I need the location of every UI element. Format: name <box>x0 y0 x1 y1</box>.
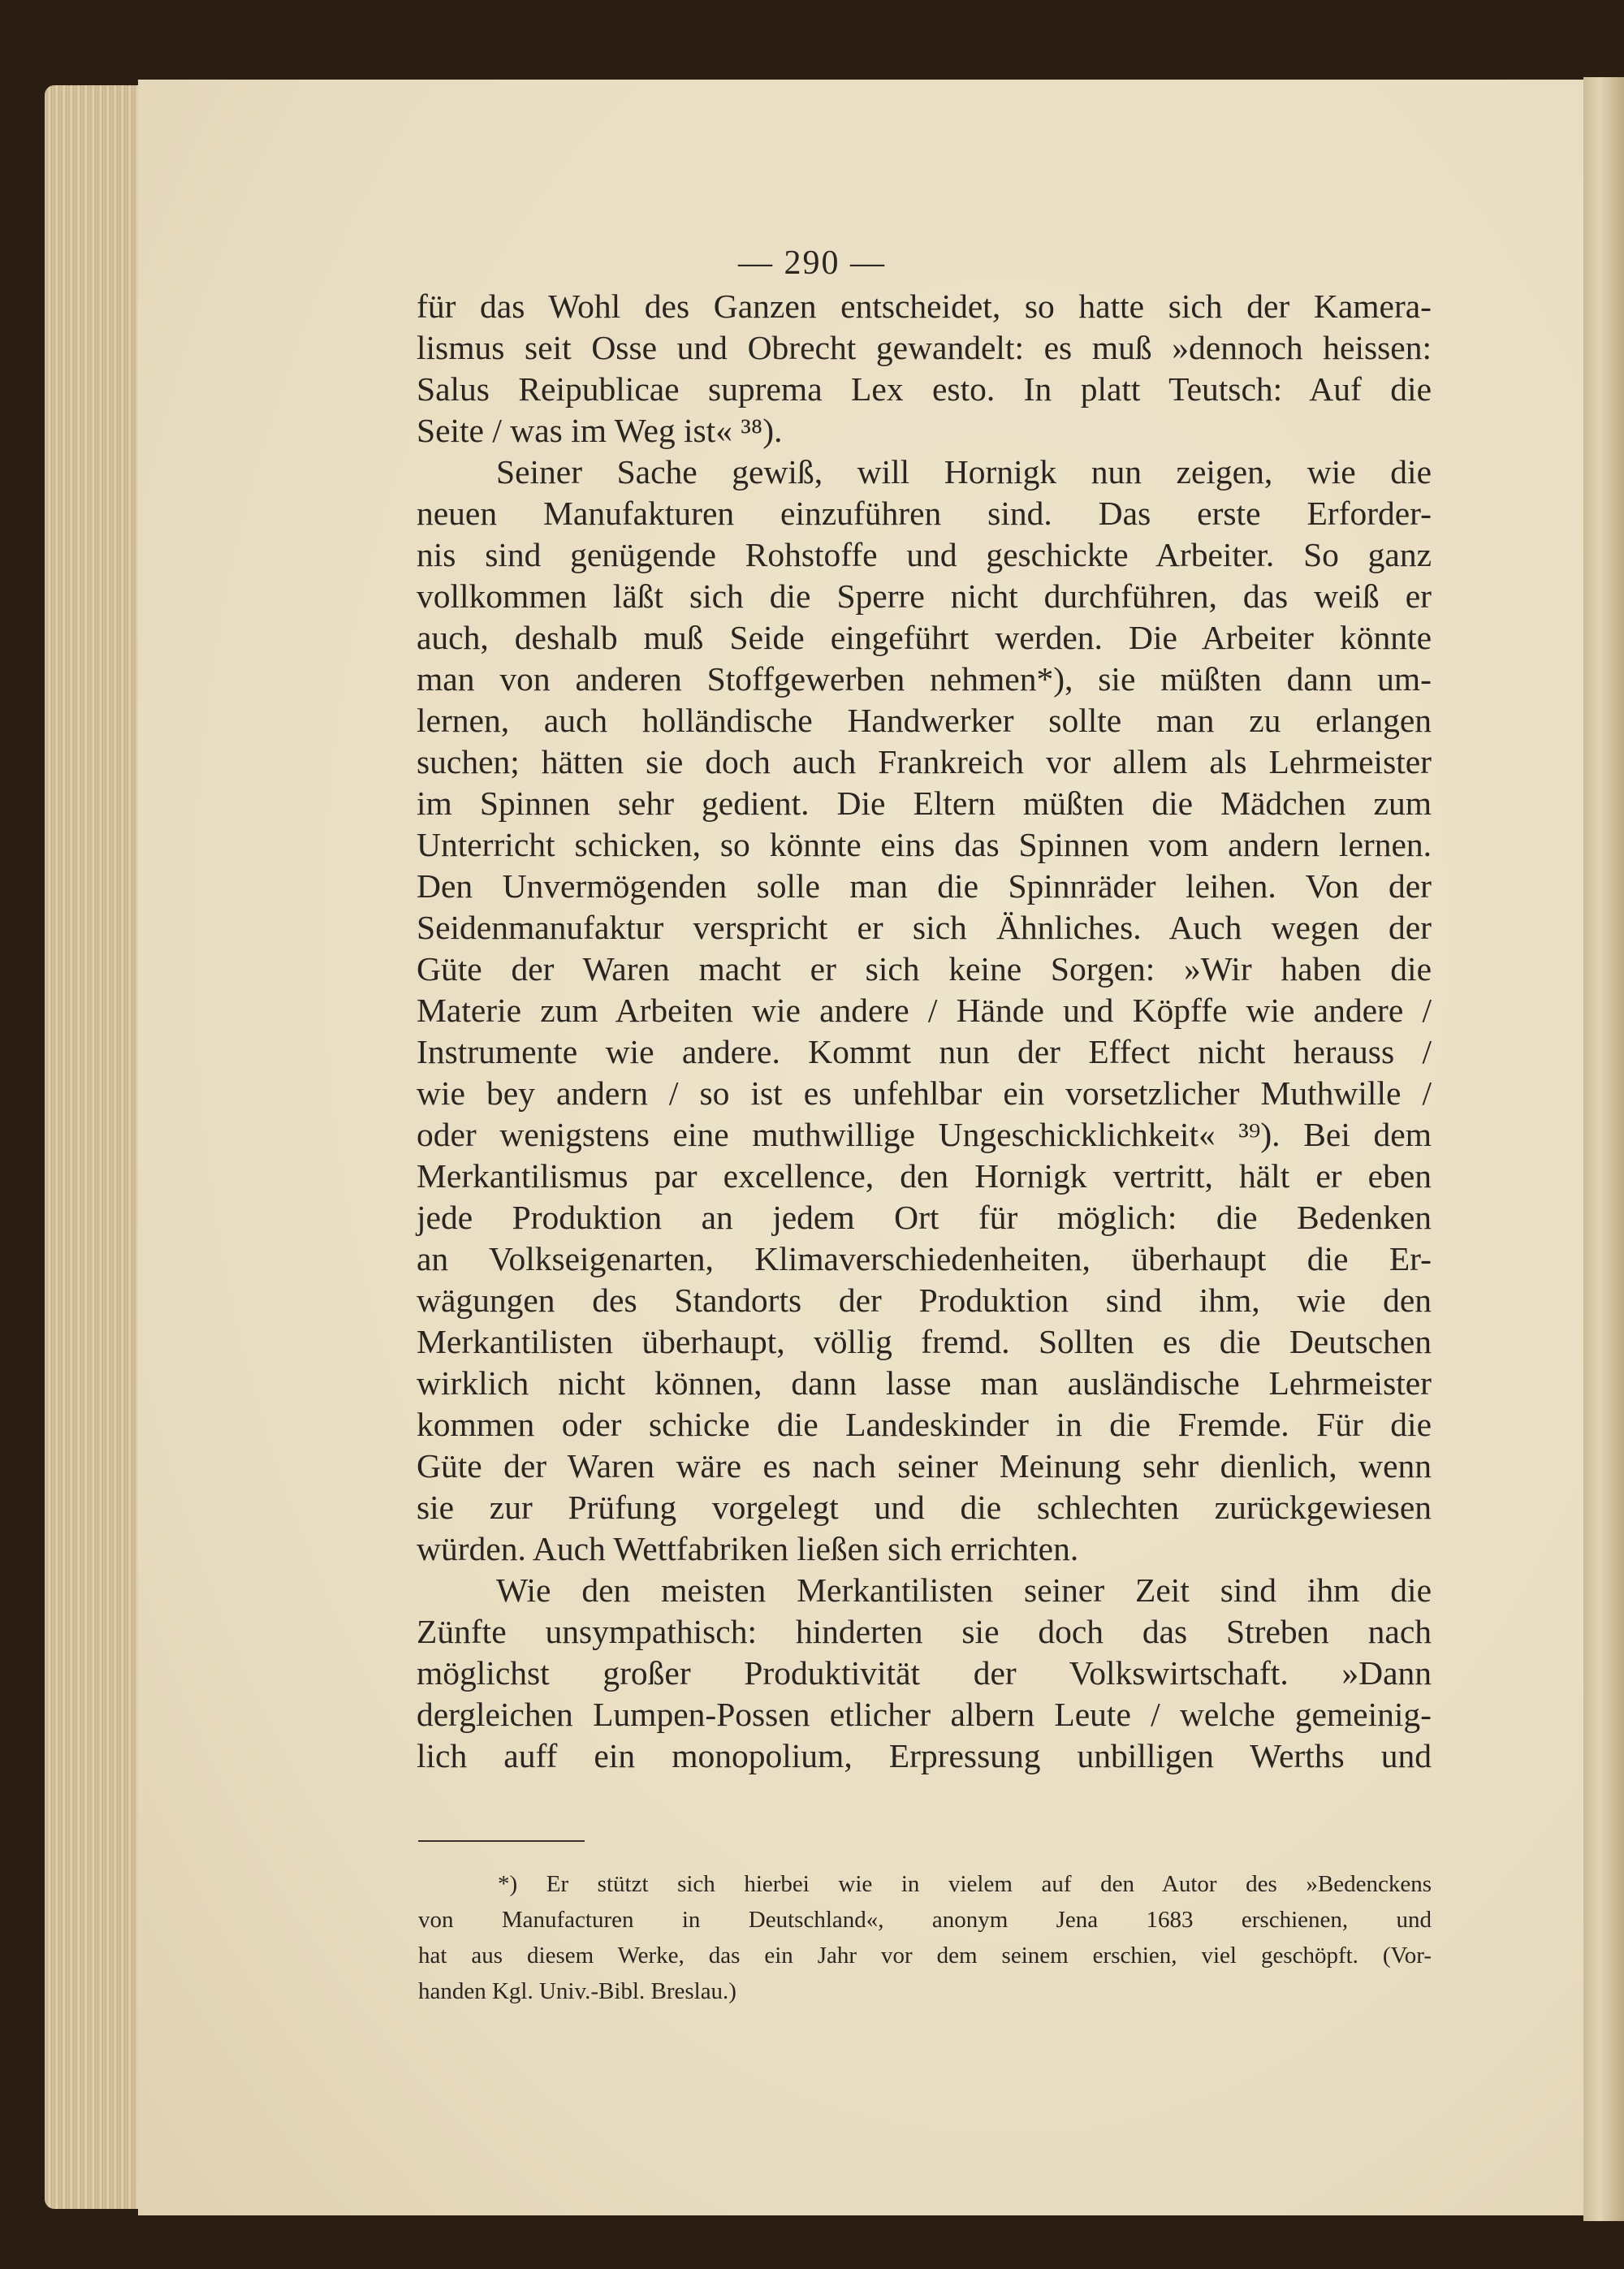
text-line: würden. Auch Wettfabriken ließen sich errichten. <box>417 1530 1079 1567</box>
text-line: auch, deshalb muß Seide eingeführt werden. Die Arbeiter könnte <box>417 619 1432 656</box>
text-line: kommen oder schicke die Landeskinder in die Fremde. Für die <box>417 1406 1432 1443</box>
text-line: im Spinnen sehr gedient. Die Eltern müßten die Mädchen zum <box>417 784 1432 822</box>
text-line: Merkantilismus par excellence, den Hornigk vertritt, hält er eben <box>417 1157 1432 1195</box>
footnote-divider <box>418 1840 585 1842</box>
text-line: Güte der Waren wäre es nach seiner Meinung sehr dienlich, wenn <box>417 1447 1432 1485</box>
text-line: Unterricht schicken, so könnte eins das Spinnen vom andern lernen. <box>417 826 1432 863</box>
text-line: suchen; hätten sie doch auch Frankreich vor allem als Lehrmeister <box>417 743 1432 780</box>
text-line: neuen Manufakturen einzuführen sind. Das erste Erforder- <box>417 495 1432 532</box>
text-line: wirklich nicht können, dann lasse man ausländische Lehrmeister <box>417 1364 1432 1402</box>
text-line: Merkantilisten überhaupt, völlig fremd. Sollten es die Deutschen <box>417 1323 1432 1360</box>
body-text <box>417 286 1432 1777</box>
text-line: an Volkseigenarten, Klimaverschiedenheiten, überhaupt die Er- <box>417 1240 1432 1277</box>
text-line: Salus Reipublicae suprema Lex esto. In platt Teutsch: Auf die <box>417 370 1432 408</box>
text-line: Materie zum Arbeiten wie andere / Hände und Köpffe wie andere / <box>417 992 1432 1029</box>
text-line: wägungen des Standorts der Produktion sind ihm, wie den <box>417 1281 1432 1319</box>
footnote-line: handen Kgl. Univ.-Bibl. Breslau.) <box>418 1978 736 2004</box>
text-line: wie bey andern / so ist es unfehlbar ein vorsetzlicher Muthwille / <box>417 1074 1432 1112</box>
text-line: vollkommen läßt sich die Sperre nicht durchführen, das weiß er <box>417 577 1432 615</box>
text-line: Seite / was im Weg ist« ³⁸). <box>417 412 783 449</box>
text-line: jede Produktion an jedem Ort für möglich: die Bedenken <box>417 1199 1432 1236</box>
text-line: sie zur Prüfung vorgelegt und die schlechten zurückgewiesen <box>417 1489 1432 1526</box>
text-line: dergleichen Lumpen-Possen etlicher albern Leute / welche gemeinig- <box>417 1696 1432 1733</box>
footnote <box>418 1866 1432 2009</box>
text-line: für das Wohl des Ganzen entscheidet, so hatte sich der Kamera- <box>417 287 1432 325</box>
text-line: oder wenigstens eine muthwillige Ungeschicklichkeit« ³⁹). Bei dem <box>417 1116 1432 1153</box>
text-line: Güte der Waren macht er sich keine Sorgen: »Wir haben die <box>417 950 1432 988</box>
text-line: nis sind genügende Rohstoffe und geschickte Arbeiter. So ganz <box>417 536 1432 573</box>
text-line: Zünfte unsympathisch: hinderten sie doch das Streben nach <box>417 1613 1432 1650</box>
footnote-line: von Manufacturen in Deutschland«, anonym Jena 1683 erschienen, und <box>418 1907 1432 1933</box>
text-line: Wie den meisten Merkantilisten seiner Zeit sind ihm die <box>496 1571 1432 1609</box>
text-line: Seidenmanufaktur verspricht er sich Ähnliches. Auch wegen der <box>417 909 1432 946</box>
text-line: lismus seit Osse und Obrecht gewandelt: es muß »dennoch heissen: <box>417 329 1432 366</box>
text-line: Den Unvermögenden solle man die Spinnräder leihen. Von der <box>417 867 1432 905</box>
page-number: — 290 — <box>738 244 886 282</box>
text-line: möglichst großer Produktivität der Volkswirtschaft. »Dann <box>417 1654 1432 1692</box>
footnote-line: *) Er stützt sich hierbei wie in vielem auf den Autor des »Bedenckens <box>498 1871 1432 1897</box>
text-line: man von anderen Stoffgewerben nehmen*), sie müßten dann um- <box>417 660 1432 698</box>
text-line: lernen, auch holländische Handwerker sollte man zu erlangen <box>417 702 1432 739</box>
facing-page-edge <box>1583 77 1624 2221</box>
text-line: Seiner Sache gewiß, will Hornigk nun zeigen, wie die <box>496 453 1432 491</box>
text-line: Instrumente wie andere. Kommt nun der Effect nicht herauss / <box>417 1033 1432 1070</box>
text-line: lich auff ein monopolium, Erpressung unbilligen Werths und <box>417 1737 1432 1774</box>
footnote-line: hat aus diesem Werke, das ein Jahr vor dem seinem erschien, viel geschöpft. (Vor- <box>418 1943 1432 1969</box>
